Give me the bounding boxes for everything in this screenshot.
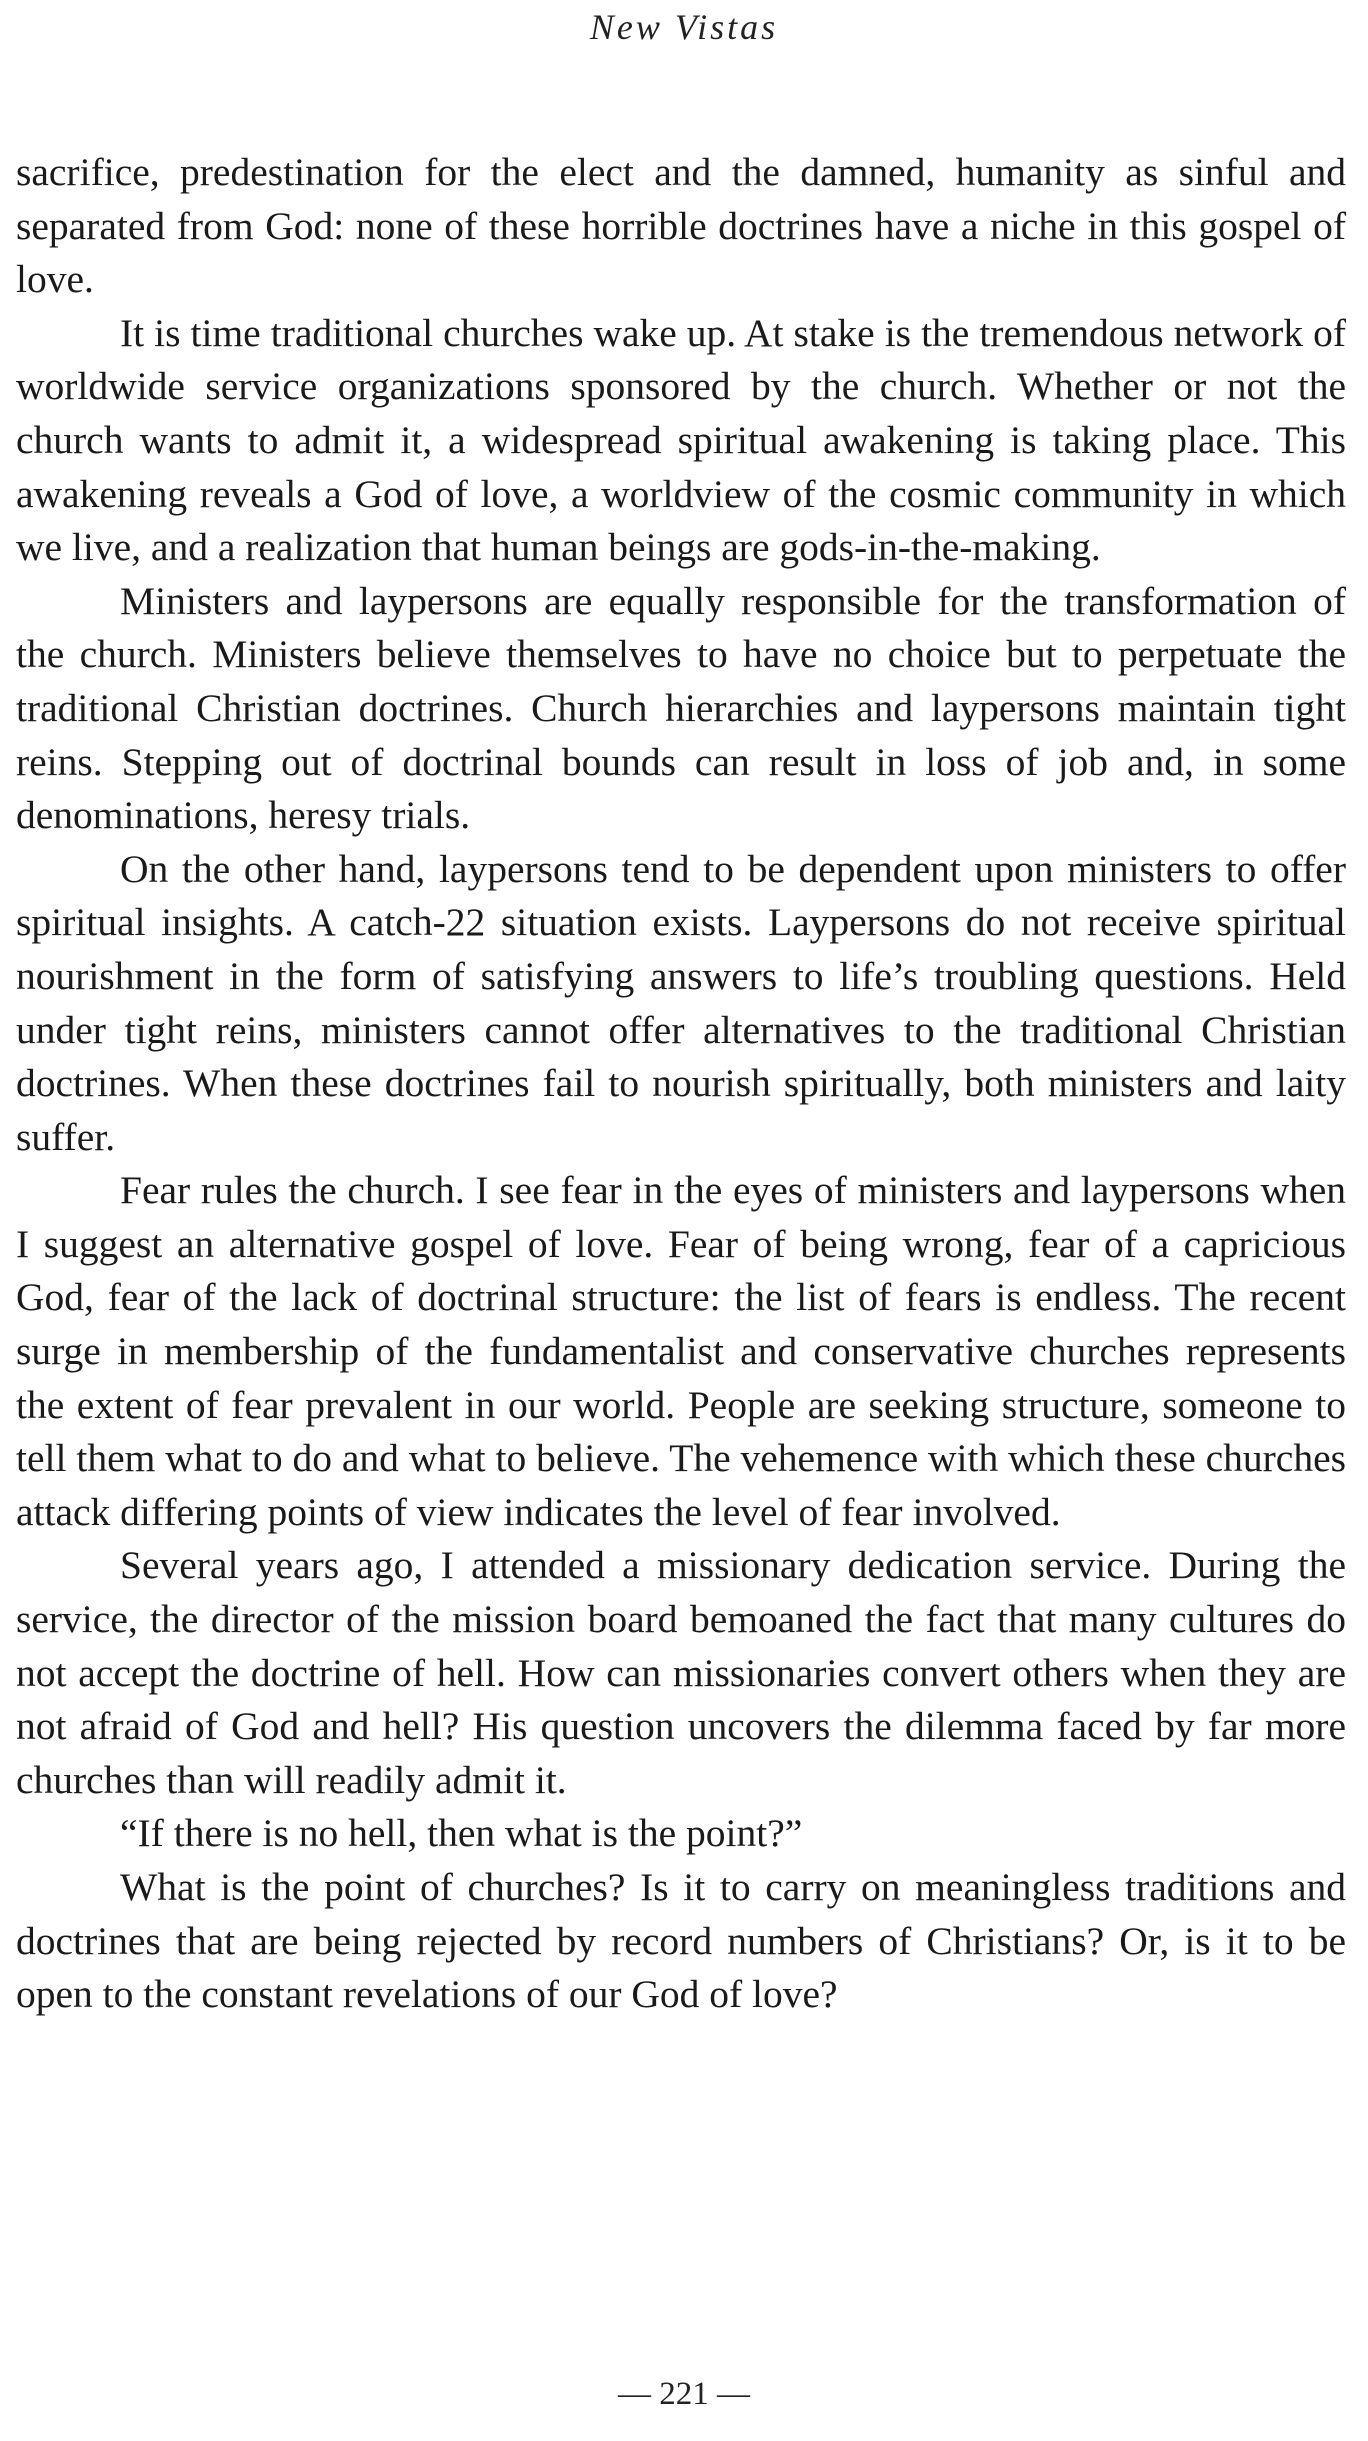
paragraph-3: Ministers and laypersons are equally responsible for the transformation of the church. Ministers believe themselves to have no choice but to perpetuate the traditional Christian doctrines. Church hierarchies and laypersons maintain tight reins. Stepping out of doctrinal bounds can result in loss of job and, in some denominations, heresy trials. (16, 578, 1346, 838)
paragraph-1: sacrifice, predestination for the elect and the damned, humanity as sinful and separated from God: none of these horrible doctrines have a niche in this gospel of love. (16, 150, 1346, 302)
paragraph-8: What is the point of churches? Is it to carry on meaningless traditions and doctrines that are being rejected by record numbers of Christians? Or, is it to be open to the constant revelations of our God of love? (16, 1865, 1346, 2017)
page-number: — 221 — (618, 2376, 750, 2412)
running-head-title: New Vistas (589, 7, 779, 47)
paragraph-6: Several years ago, I attended a missionary dedication service. During the service, the director of the mission board bemoaned the fact that many cultures do not accept the doctrine of hell. How can missionaries convert others when they are not afraid of God and hell? His question uncovers the dilemma faced by far more churches than will readily admit it. (16, 1543, 1346, 1802)
paragraph-4: On the other hand, laypersons tend to be dependent upon ministers to offer spiritual insights. A catch-22 situation exists. Laypersons do not receive spiritual nourishment in the form of satisfying answers to life’s troubling questions. Held under tight reins, ministers cannot offer alternatives to the traditional Christian doctrines. When these doctrines fail to nourish spiritually, both ministers and laity suffer. (16, 846, 1346, 1159)
paragraph-7-quote: “If there is no hell, then what is the point?” (120, 1811, 803, 1856)
paragraph-5: Fear rules the church. I see fear in the eyes of ministers and laypersons when I suggest an alternative gospel of love. Fear of being wrong, fear of a capricious God, fear of the lack of doctrinal structure: the list of fears is endless. The recent surge in membership of the fundamentalist and conservative churches represents the extent of fear prevalent in our world. People are seeking structure, someone to tell them what to do and what to believe. The vehemence with which these churches attack differing points of view indicates the level of fear involved. (16, 1168, 1346, 1534)
page-body-text (16, 146, 1346, 2022)
paragraph-2: It is time traditional churches wake up. At stake is the tremendous network of worldwide service organizations sponsored by the church. Whether or not the church wants to admit it, a widespread spiritual awakening is taking place. This awakening reveals a God of love, a worldview of the cosmic community in which we live, and a realization that human beings are gods-in-the-making. (16, 310, 1346, 570)
